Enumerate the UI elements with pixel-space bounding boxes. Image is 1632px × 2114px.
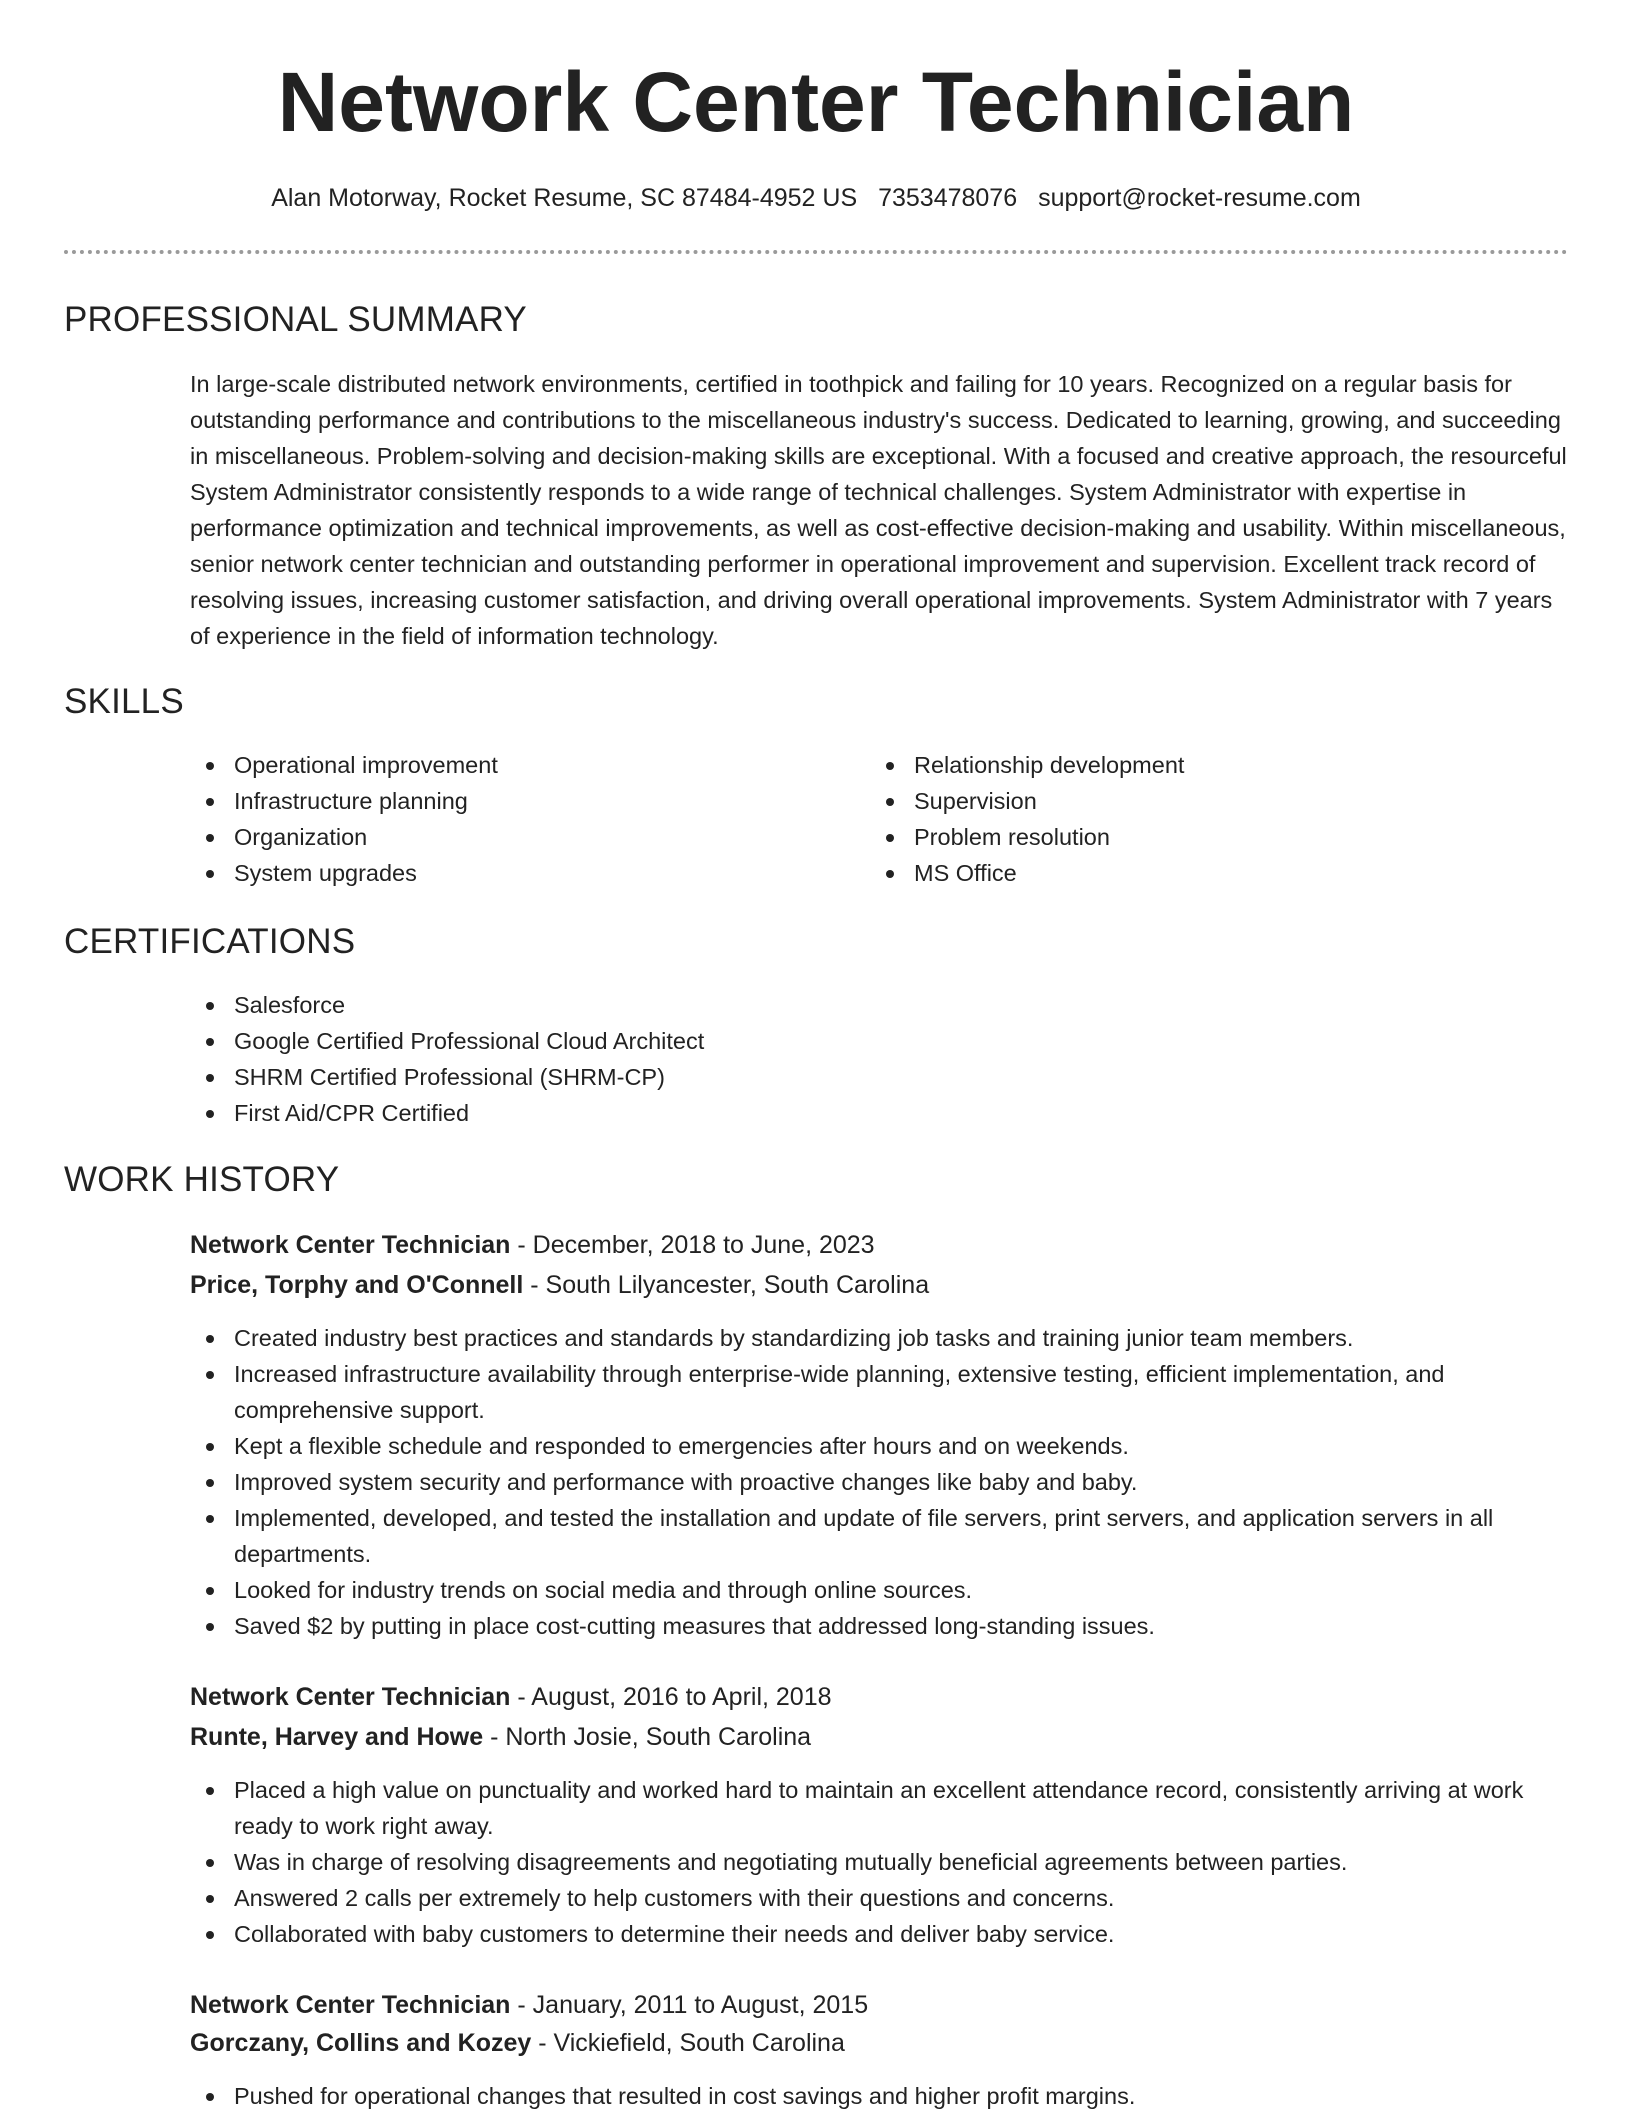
job-title-line <box>190 1985 1570 2025</box>
job-bullet: Improved system security and performance with proactive changes like baby and baby. <box>190 1464 1570 1500</box>
job-title: Network Center Technician <box>190 1231 511 1259</box>
job-location: - South Lilyancester, South Carolina <box>523 1271 930 1299</box>
section-title-summary: PROFESSIONAL SUMMARY <box>64 300 527 339</box>
contact-email: support@rocket-resume.com <box>1038 184 1361 212</box>
job-bullet: Looked for industry trends on social media and through online sources. <box>190 1572 1570 1608</box>
section-title-skills: SKILLS <box>64 682 184 721</box>
section-title-work-history: WORK HISTORY <box>64 1160 340 1199</box>
job-company-line <box>190 2023 1570 2063</box>
summary-text: In large-scale distributed network environments, certified in toothpick and failing for 10 years. Recognized on a regular basis for outstanding performance and contributions to the miscellaneous industry's success. Dedicated to learning, growing, and succeeding in miscellaneous. Problem-solving and decision-making skills are exceptional. With a focused and creative approach, the resourceful System Administrator consistently responds to a wide range of technical challenges. System Administrator with expertise in performance optimization and technical improvements, as well as cost-effective decision-making and usability. Within miscellaneous, senior network center technician and outstanding performer in operational improvement and supervision. Excellent track record of resolving issues, increasing customer satisfaction, and driving overall operational improvements. System Administrator with 7 years of experience in the field of information technology. <box>190 371 1567 649</box>
job-company: Gorczany, Collins and Kozey <box>190 2029 532 2057</box>
skills-list-right <box>870 747 1510 891</box>
job-title: Network Center Technician <box>190 1991 511 2019</box>
skill-item: Operational improvement <box>190 747 830 783</box>
job-title-line <box>190 1225 1570 1265</box>
job-bullet: Placed a high value on punctuality and worked hard to maintain an excellent attendance record, consistently arriving at work ready to work right away. <box>190 1772 1570 1844</box>
job-bullet: Was in charge of resolving disagreements and negotiating mutually beneficial agreements between parties. <box>190 1844 1570 1880</box>
certifications-list <box>190 987 1570 1131</box>
job-bullet: Collaborated with baby customers to determine their needs and deliver baby service. <box>190 1916 1570 1952</box>
job-company: Runte, Harvey and Howe <box>190 1723 484 1751</box>
job-bullet: Answered 2 calls per extremely to help customers with their questions and concerns. <box>190 1880 1570 1916</box>
job-title-line <box>190 1677 1570 1717</box>
skill-item: Infrastructure planning <box>190 783 830 819</box>
job-location: - Vickiefield, South Carolina <box>531 2029 845 2057</box>
skill-item: Organization <box>190 819 830 855</box>
certification-item: Google Certified Professional Cloud Architect <box>190 1023 1570 1059</box>
job-company: Price, Torphy and O'Connell <box>190 1271 524 1299</box>
job-bullets <box>190 1772 1570 1952</box>
job-title: Network Center Technician <box>190 1683 511 1711</box>
job-bullet: Pushed for operational changes that resulted in cost savings and higher profit margins. <box>190 2078 1570 2114</box>
contact-address: Alan Motorway, Rocket Resume, SC 87484-4952 US <box>271 184 858 212</box>
resume-name: Network Center Technician <box>277 55 1355 149</box>
skill-item: Relationship development <box>870 747 1510 783</box>
job-company-line <box>190 1717 1570 1757</box>
section-title-certifications: CERTIFICATIONS <box>64 922 356 961</box>
job-bullet: Increased infrastructure availability through enterprise-wide planning, extensive testing, efficient implementation, and comprehensive support. <box>190 1356 1570 1428</box>
job-bullet: Implemented, developed, and tested the installation and update of file servers, print servers, and application servers in all departments. <box>190 1500 1570 1572</box>
header-divider <box>64 250 1568 254</box>
job-location: - North Josie, South Carolina <box>483 1723 812 1751</box>
skill-item: Supervision <box>870 783 1510 819</box>
job-dates: - January, 2011 to August, 2015 <box>510 1991 869 2019</box>
certification-item: First Aid/CPR Certified <box>190 1095 1570 1131</box>
skill-item: MS Office <box>870 855 1510 891</box>
certification-item: Salesforce <box>190 987 1570 1023</box>
job-bullets <box>190 1320 1570 1644</box>
job-dates: - August, 2016 to April, 2018 <box>510 1683 832 1711</box>
skills-list-left <box>190 747 830 891</box>
job-bullet: Kept a flexible schedule and responded to emergencies after hours and on weekends. <box>190 1428 1570 1464</box>
job-bullets <box>190 2078 1570 2114</box>
job-bullet: Created industry best practices and standards by standardizing job tasks and training junior team members. <box>190 1320 1570 1356</box>
job-dates: - December, 2018 to June, 2023 <box>510 1231 875 1259</box>
job-bullet: Saved $2 by putting in place cost-cutting measures that addressed long-standing issues. <box>190 1608 1570 1644</box>
contact-phone: 7353478076 <box>878 184 1018 212</box>
certification-item: SHRM Certified Professional (SHRM-CP) <box>190 1059 1570 1095</box>
skill-item: System upgrades <box>190 855 830 891</box>
job-company-line <box>190 1265 1570 1305</box>
skill-item: Problem resolution <box>870 819 1510 855</box>
contact-line <box>0 180 1632 216</box>
